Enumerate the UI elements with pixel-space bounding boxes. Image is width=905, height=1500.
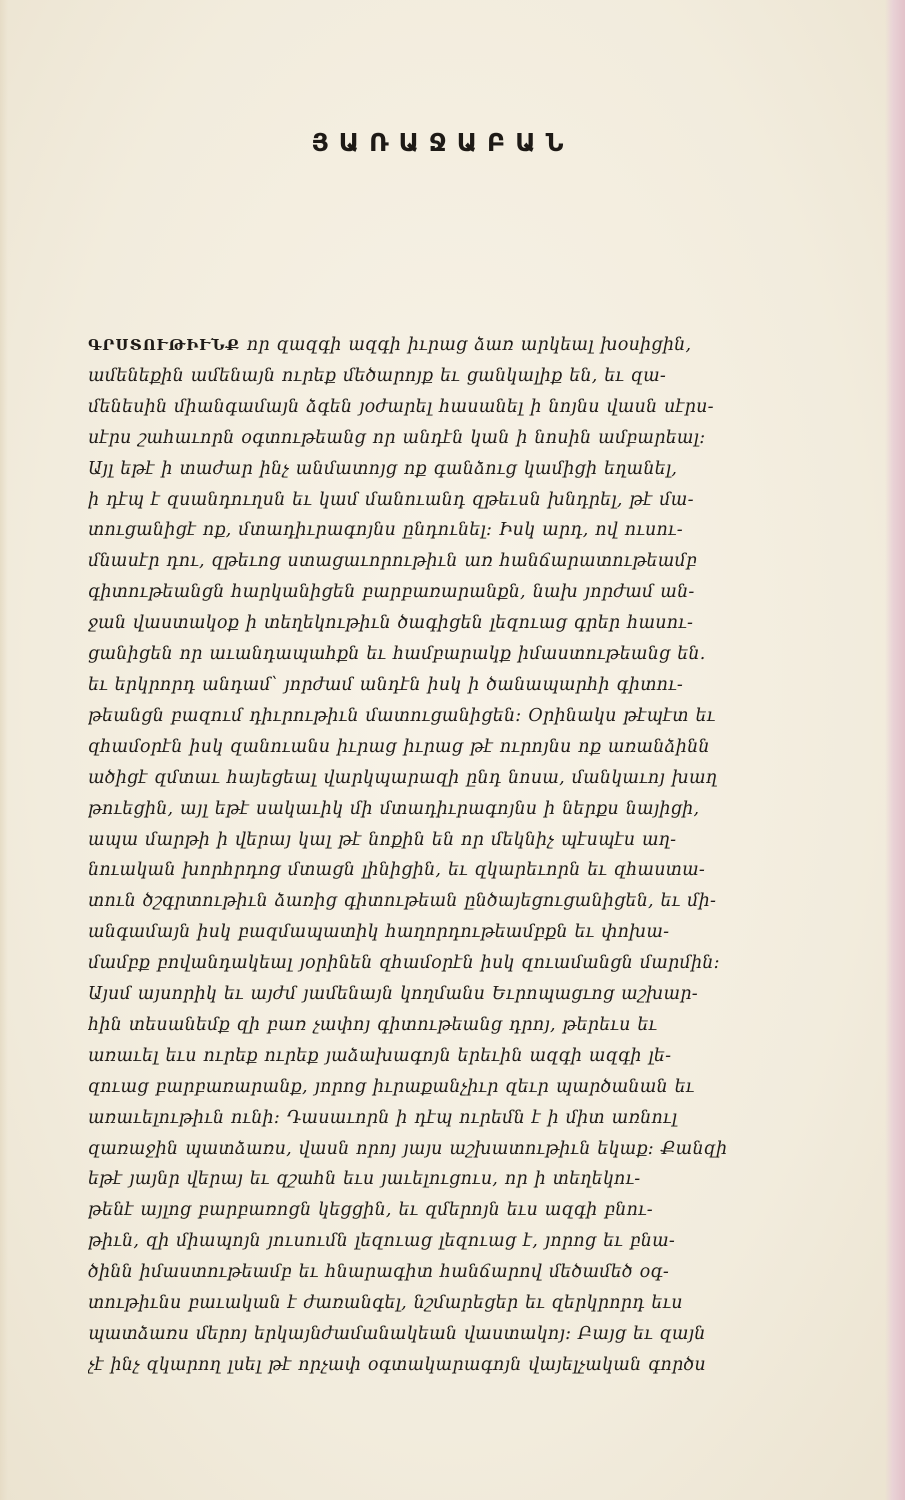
- text-line: զուաց բարբառարանք, յորոց իւրաքանչիւր զեւր պարծանան եւ: [88, 1076, 695, 1097]
- text-line: առաւելութիւն ունի։ Դասաւորն ի դէպ ուրեմն է ի միտ առնուլ: [88, 1107, 678, 1128]
- text-line: ածիցէ զմտաւ հայեցեալ վարկպարազի ընդ նոսա, մանկաւոյ խաղ: [88, 767, 718, 788]
- text-line: եւ երկրորդ անդամ՝ յորժամ անդէն իսկ ի ծանապարհի գիտու-: [88, 674, 683, 695]
- text-line: թենէ այլոց բարբառոցն կեցցին, եւ զմերոյն եւս ազգի բնու-: [88, 1200, 653, 1221]
- text-line: Այսմ այսորիկ եւ այժմ յամենայն կողմանս Եւրոպացւոց աշխար-: [88, 984, 698, 1005]
- text-line: եթէ յայնր վերայ եւ զշահն եւս յաւելուցուս, որ ի տեղեկու-: [88, 1169, 641, 1190]
- page-edge-right: [885, 0, 905, 1500]
- text-line: ջան վաստակօք ի տեղեկութիւն ծագիցեն լեզուաց գրեր հասու-: [88, 613, 694, 634]
- text-line: ցանիցեն որ աւանդապահքն եւ համբարակք իմաստութեանց են.: [88, 644, 706, 665]
- text-line: ծինն իմաստութեամբ եւ հնարագիտ հանճարով մեծամեծ օգ-: [88, 1262, 669, 1283]
- text-line: ապա մարթի ի վերայ կալ թէ նոքին են որ մեկնիչ պէսպէս աղ-: [88, 829, 677, 850]
- text-line: ամենեքին ամենայն ուրեք մեծարոյք եւ ցանկալիք են, եւ զա-: [88, 365, 666, 386]
- text-line: չէ ինչ զկարող լսել թէ որչափ օգտակարագոյն վայելչական գործս: [88, 1354, 706, 1375]
- page-title: ՅԱՌԱՋԱԲԱՆ: [311, 128, 574, 157]
- text-line: նուական խորհրդոց մտացն լինիցին, եւ զկարեւորն եւ զհաստա-: [88, 860, 706, 881]
- text-line: մնասէր դու, զթեւոց ստացաւորութիւն առ հանճարատութեամբ: [88, 551, 698, 572]
- text-line: գիտութեանցն հարկանիցեն բարբառարանքն, նախ յորժամ ան-: [88, 582, 695, 603]
- text-line: տութիւնս բաւական է ժառանգել, նշմարեցեր եւ զերկրորդ եւս: [88, 1293, 683, 1314]
- text-line: տուն ծշգրտութիւն ձառից գիտութեան ընծայեցուցանիցեն, եւ մի-: [88, 891, 717, 912]
- text-line: տուցանիցէ ոք, մտադիւրագոյնս ընդունել։ Իսկ արդ, ով ուսու-: [88, 520, 683, 541]
- text-line: ԳՐՍՏՈՒԹԻՒՆՔ որ զազգի ազգի իւրաց ձառ արկեալ խօսիցին,: [88, 335, 692, 355]
- text-line: թիւն, զի միապոյն յուսումն լեզուաց լեզուաց է, յորոց եւ բնա-: [88, 1231, 675, 1252]
- text-line: ի դէպ է զսանդուղսն եւ կամ մանուանդ զթեւսն խնդրել, թէ մա-: [88, 489, 694, 510]
- body-paragraph: [88, 330, 800, 1381]
- text-line: մենեսին միանգամայն ձգեն յօժարել հասանել ի նոյնս վասն սէրս-: [88, 396, 714, 417]
- text-line: անգամայն իսկ բազմապատիկ հաղորդութեամբքն եւ փոխա-: [88, 922, 670, 943]
- text-line: զհամօրէն իսկ զանուանս իւրաց իւրաց թէ ուրոյնս ոք առանձինն: [88, 736, 710, 757]
- text-line: առաւել եւս ուրեք ուրեք յաձախագոյն երեւին ազգի ազգի լե-: [88, 1045, 672, 1066]
- text-line: հին տեսանեմք զի բառ չափոյ գիտութեանց դրոյ, թերեւս եւ: [88, 1014, 658, 1035]
- text-line: թուեցին, այլ եթէ սակաւիկ մի մտադիւրագոյնս ի ներքս նայիցի,: [88, 798, 700, 819]
- text-line: մամբք բովանդակեալ յօրինեն զհամօրէն իսկ զուամանցն մարմին։: [88, 953, 720, 974]
- text-line: թեանցն բազում դիւրութիւն մատուցանիցեն։ Օրինակս թէպէտ եւ: [88, 705, 716, 726]
- text-line: պատձառս մերոյ երկայնժամանակեան վաստակոյ։ Բայց եւ զայն: [88, 1324, 706, 1344]
- text-line: զառաջին պատձառս, վասն որոյ յայս աշխատութիւն եկաք։ Քանզի: [88, 1138, 728, 1159]
- text-line: սէրս շահաւորն օգտութեանց որ անդէն կան ի նոսին ամբարեալ։: [88, 427, 706, 448]
- opening-word: ԳՐՍՏՈՒԹԻՒՆՔ: [88, 336, 241, 354]
- text-line: Այլ եթէ ի տաժար ինչ անմատոյց ոք գանձուց կամիցի եղանել,: [88, 458, 678, 479]
- page-edge-left: [0, 0, 8, 1500]
